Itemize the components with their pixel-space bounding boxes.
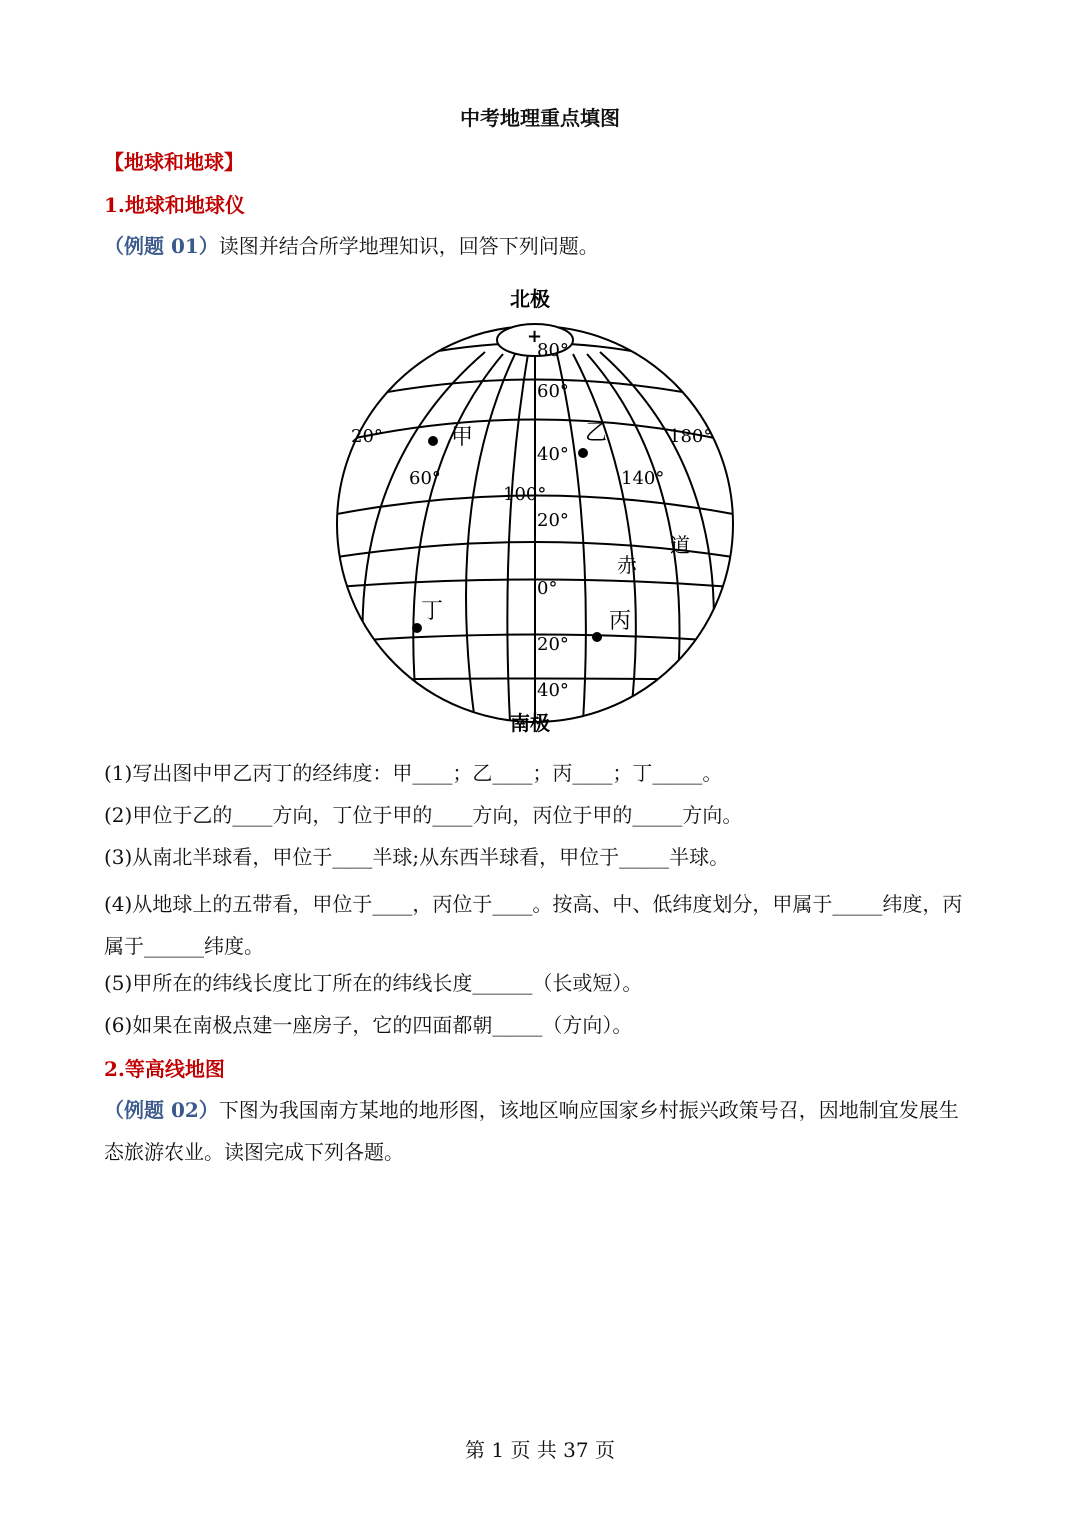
lat-label: 40° bbox=[537, 444, 569, 465]
lon-label: 20° bbox=[351, 426, 383, 447]
lon-label: 140° bbox=[621, 468, 665, 489]
example-2 bbox=[104, 1089, 974, 1173]
lon-label: 180° bbox=[669, 426, 713, 447]
question-2: (2)甲位于乙的____方向，丁位于甲的____方向，丙位于甲的_____方向。 bbox=[104, 803, 743, 827]
lat-label: 0° bbox=[537, 578, 558, 599]
equator-char: 赤 bbox=[617, 553, 637, 577]
question-1: (1)写出图中甲乙丙丁的经纬度：甲____；乙____；丙____；丁_____。 bbox=[104, 761, 723, 785]
north-pole-label: 北极 bbox=[510, 287, 550, 311]
page-title: 中考地理重点填图 bbox=[460, 106, 620, 130]
point-jia-label: 甲 bbox=[451, 425, 474, 450]
south-pole-label: 南极 bbox=[510, 711, 550, 735]
meridian bbox=[507, 354, 528, 722]
question-6: (6)如果在南极点建一座房子，它的四面都朝_____（方向）。 bbox=[104, 1013, 633, 1037]
lon-label: 100° bbox=[503, 484, 547, 505]
point-yi-label: 乙 bbox=[585, 421, 608, 446]
point-ding-label: 丁 bbox=[421, 599, 444, 624]
subsection-heading-2: 2.等高线地图 bbox=[104, 1057, 225, 1081]
example-1-tag: （例题 01） bbox=[104, 234, 219, 258]
point-yi-dot bbox=[578, 448, 588, 458]
point-ding-dot bbox=[412, 623, 422, 633]
pole-mark: + bbox=[527, 326, 543, 347]
question-3: (3)从南北半球看，甲位于____半球;从东西半球看，甲位于_____半球。 bbox=[104, 845, 730, 869]
lat-label: 20° bbox=[537, 510, 569, 531]
page-footer: 第 1 页 共 37 页 bbox=[465, 1438, 615, 1462]
example-1 bbox=[104, 225, 599, 267]
subsection-heading-1: 1.地球和地球仪 bbox=[104, 193, 245, 217]
lat-label: 60° bbox=[537, 381, 569, 402]
globe-figure bbox=[325, 282, 745, 742]
meridian bbox=[413, 354, 503, 712]
question-5: (5)甲所在的纬线长度比丁所在的纬线长度______（长或短）。 bbox=[104, 971, 643, 995]
lat-label: 80° bbox=[537, 340, 569, 361]
meridian bbox=[557, 354, 586, 722]
lat-label: 20° bbox=[537, 634, 569, 655]
example-2-tag: （例题 02） bbox=[104, 1098, 219, 1122]
equator-char: 道 bbox=[670, 533, 690, 557]
example-1-text: 读图并结合所学地理知识，回答下列问题。 bbox=[218, 234, 599, 258]
point-bing-label: 丙 bbox=[609, 609, 632, 634]
lon-label: 60° bbox=[409, 468, 441, 489]
section-heading: 【地球和地球】 bbox=[104, 150, 244, 174]
example-2-text: 下图为我国南方某地的地形图，该地区响应国家乡村振兴政策号召，因地制宜发展生态旅游农业。读图完成下列各题。 bbox=[104, 1098, 959, 1164]
meridian bbox=[587, 354, 680, 712]
question-4: (4)从地球上的五带看，甲位于____，丙位于____。按高、中、低纬度划分，甲属于_____纬度，丙属于______纬度。 bbox=[104, 892, 963, 958]
point-bing-dot bbox=[592, 632, 602, 642]
point-jia-dot bbox=[428, 436, 438, 446]
lat-label: 40° bbox=[537, 680, 569, 701]
